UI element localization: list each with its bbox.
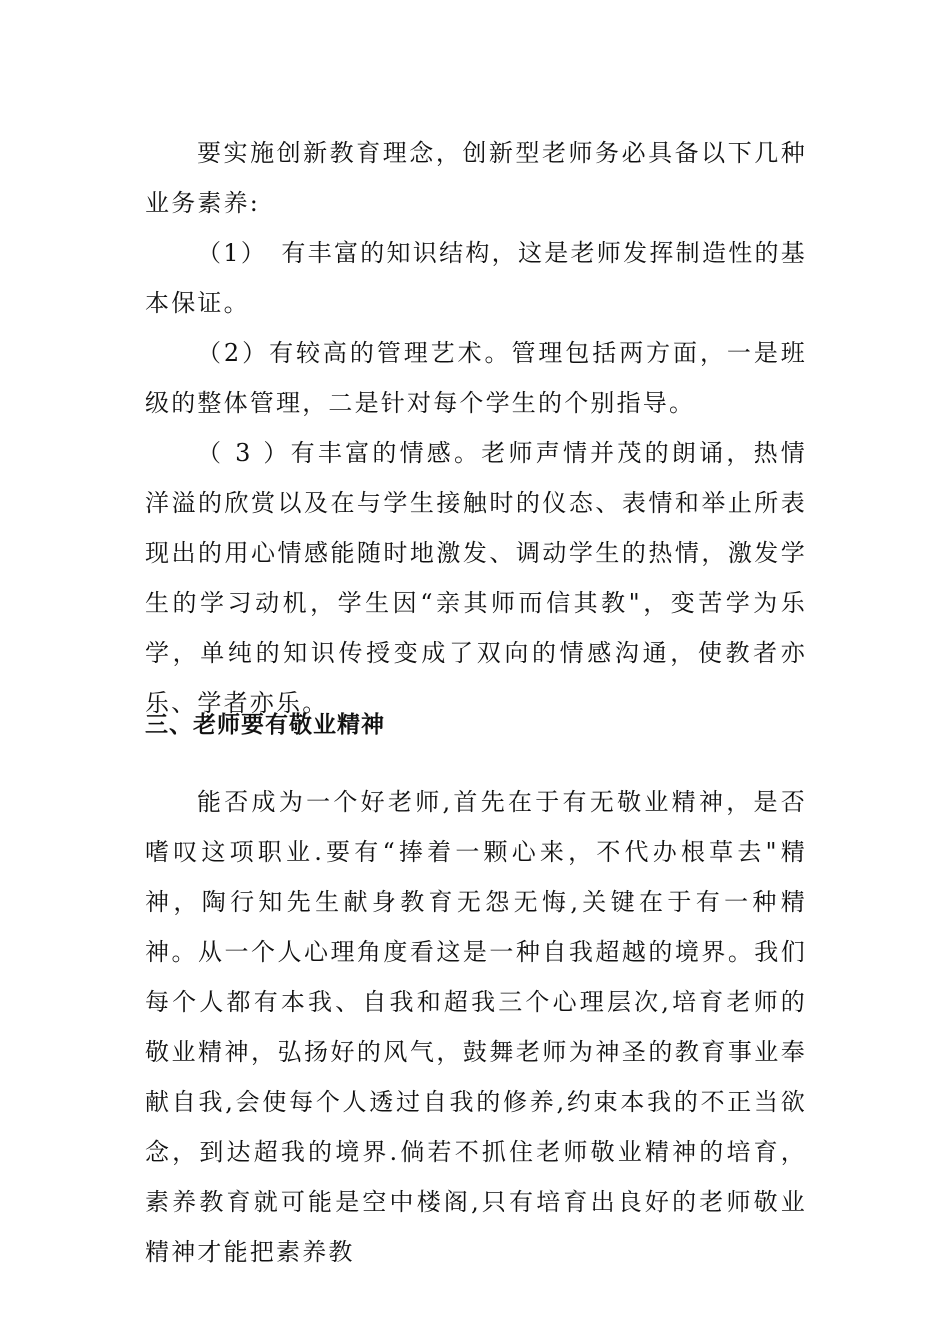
intro-paragraph: 要实施创新教育理念，创新型老师务必具备以下几种业务素养: — [145, 139, 807, 217]
section-heading: 三、老师要有敬业精神 — [145, 712, 385, 738]
item-3-paragraph: （ 3 ）有丰富的情感。老师声情并茂的朗诵，热情洋溢的欣赏以及在与学生接触时的仪态、表情和举止所表现出的用心情感能随时地激发、调动学生的热情，激发学生的学习动机，学生因“亲其师而信其教"，变苦学为乐学，单纯的知识传授变成了双向的情感沟通，使教者亦乐、学者亦乐。 — [145, 439, 807, 717]
upper-text-block — [145, 128, 807, 728]
item-2-paragraph: （2）有较高的管理艺术。管理包括两方面，一是班级的整体管理，二是针对每个学生的个别指导。 — [145, 339, 807, 417]
item-1-paragraph: （1） 有丰富的知识结构，这是老师发挥制造性的基本保证。 — [145, 239, 807, 317]
section-body-paragraph: 能否成为一个好老师,首先在于有无敬业精神，是否嗜叹这项职业.要有“捧着一颗心来，不代办根草去"精神，陶行知先生献身教育无怨无悔,关键在于有一种精神。从一个人心理角度看这是一种自我超越的境界。我们每个人都有本我、自我和超我三个心理层次,培育老师的敬业精神，弘扬好的风气，鼓舞老师为神圣的教育事业奉献自我,会使每个人透过自我的修养,约束本我的不正当欲念，到达超我的境界.倘若不抓住老师敬业精神的培育，素养教育就可能是空中楼阁,只有培育出良好的老师敬业精神才能把素养教 — [145, 788, 807, 1266]
lower-text-block — [145, 777, 807, 1277]
